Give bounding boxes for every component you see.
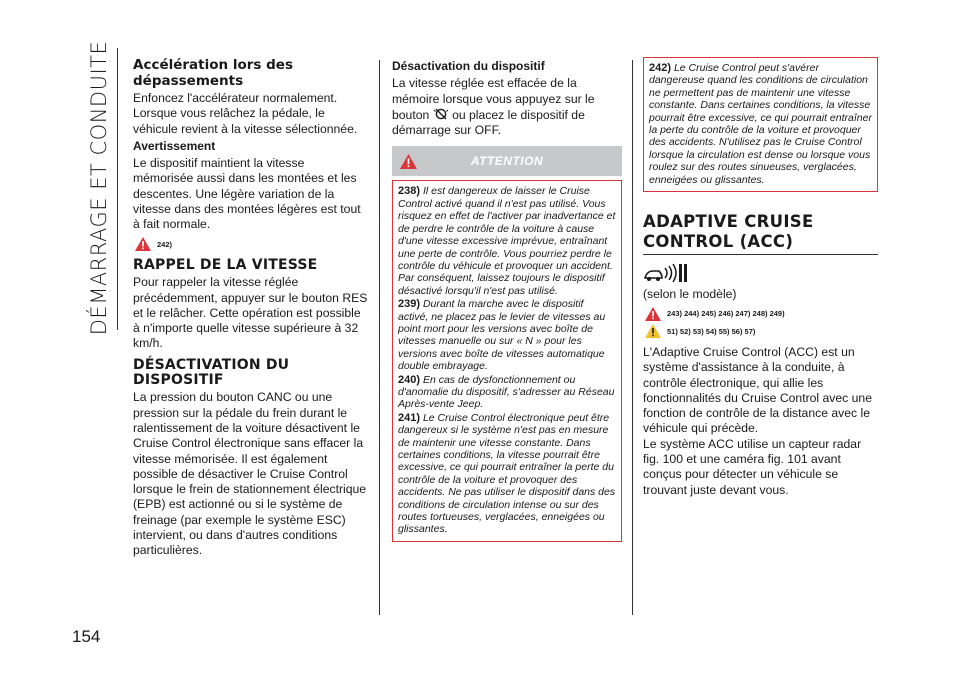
heading-desactivation-dispositif: Désactivation du dispositif xyxy=(392,59,545,73)
paragraph-desactivation: La pression du bouton CANC ou une pression sur la pédale du frein durant le ralentissement de la voiture désactivent le Cruise Control électronique sans effacer la vitesse mémorisée. Il est également possible de désactiver le Cruise Control lorsque le frein de stationnement électrique (EPB) est actionné ou si le système de freinage (par exemple le système ESC) intervient, ou dans d'autres conditions particulières. xyxy=(133,390,367,558)
chapter-title xyxy=(84,40,114,336)
paragraph-rappel: Pour rappeler la vitesse réglée précédemment, appuyer sur le bouton RES et le relâcher. Cette opération est possible à n'importe quelle vitesse supérieure à 32 km/h. xyxy=(133,275,368,351)
paragraph-avertissement: Le dispositif maintient la vitesse mémorisée aussi dans les montées et les descentes. Une légère variation de la vitesse dans des montées légères est tout à fait normale. xyxy=(133,156,361,232)
page-number: 154 xyxy=(72,627,101,646)
attention-banner xyxy=(392,146,622,176)
warning-text: En cas de dysfonctionnement ou d'anomalie du dispositif, s'adresser au Réseau Après-vente Jeep. xyxy=(398,373,615,411)
column-divider-1 xyxy=(379,60,380,615)
warning-text: Le Cruise Control électronique peut être dangereux si le système n'est pas en mesure de maintenir une vitesse constante. Dans certaines conditions, la vitesse pourrait être excessive, ce qui pourrait entraîner la perte du contrôle de la voiture et provoquer des accidents. Ne pas utiliser le dispositif dans des conditions de circulation intense ou sur des routes tortueuses, verglacées, enneigées ou glissantes. xyxy=(398,411,616,536)
heading-avertissement: Avertissement xyxy=(133,138,216,153)
warning-triangle-icon xyxy=(135,237,151,251)
warning-reference xyxy=(135,237,368,252)
warning-number: 239) xyxy=(398,298,421,311)
warning-ref-text: 242) xyxy=(157,239,173,249)
acc-icon xyxy=(643,261,689,285)
warning-item xyxy=(398,374,616,411)
warning-text: Il est dangereux de laisser le Cruise Control activé quand il n'est pas utilisé. Vous risquez en effet de l'activer par inadvertance et de perdre le contrôle de la voiture à cause d'une vitesse excessive imprévue, entraînant une perte de contrôle. Vous pourriez perdre le contrôle du véhicule et provoquer un accident. Par conséquent, laissez toujours le dispositif désactivé lorsqu'il n'est pas utilisé. xyxy=(398,185,616,297)
warning-number: 240) xyxy=(398,373,421,386)
paragraph-desactivation-dispositif xyxy=(392,76,622,138)
section-title-acc: ADAPTIVE CRUISE CONTROL (ACC) xyxy=(643,212,878,255)
caution-references-yellow xyxy=(645,324,878,339)
warning-text: Le Cruise Control peut s'avérer dangereuse quand les conditions de circulation ne permettent pas de maintenir une vitesse constante. Dans certaines conditions, la vitesse pourrait être excessive, ce qui pourrait entraîner la perte du contrôle de la voiture et provoquer des accidents. N'utilisez pas le Cruise Control lorsque la circulation est dense ou lorsque vous roulez sur des routes sinueuses, verglacées, enneigées ou glissantes. xyxy=(649,62,872,186)
paragraph-desactivation-part-b: ou placez le dispositif de démarrage sur OFF. xyxy=(392,107,585,138)
paragraph-acceleration: Enfoncez l'accélérateur normalement. Lorsque vous relâchez la pédale, le véhicule revient à la vitesse sélectionnée. xyxy=(133,91,358,136)
paragraph-desactivation-part-a: La vitesse réglée est effacée de la mémoire lorsque vous appuyez sur le bouton xyxy=(392,76,595,122)
warning-item xyxy=(398,298,616,372)
attention-label: ATTENTION xyxy=(470,153,544,168)
chapter-title-text: DÉMARRAGE ET CONDUITE xyxy=(87,40,111,336)
warning-triangle-icon xyxy=(645,307,661,321)
warning-box-242 xyxy=(643,57,878,192)
red-refs-text: 243) 244) 245) 246) 247) 248) 249) xyxy=(667,309,785,319)
warning-item xyxy=(398,185,616,297)
warning-number: 238) xyxy=(398,185,421,198)
paragraph-acc-intro: L'Adaptive Cruise Control (ACC) est un système d'assistance à la conduite, à contrôle électronique, qui allie les fonctionnalités du Cruise Control avec une fonction de contrôle de la distance avec le véhicule qui précède. xyxy=(643,344,872,436)
paragraph-acc-sensors: Le système ACC utilise un capteur radar fig. 100 et une caméra fig. 101 avant conçus pour détecter un véhicule se trouvant juste devant vous. xyxy=(643,436,862,497)
yellow-refs-text: 51) 52) 53) 54) 55) 56) 57) xyxy=(667,326,756,336)
heading-acceleration: Accélération lors des dépassements xyxy=(133,57,293,89)
heading-rappel: RAPPEL DE LA VITESSE xyxy=(133,256,318,273)
warning-number: 241) xyxy=(398,411,421,424)
warning-text: Durant la marche avec le dispositif activé, ne placez pas le levier de vitesses au point mort pour les versions avec boîte de vitesses manuelle ou sur « N » pour les versions avec boîte de vitesses automatique double embrayage. xyxy=(398,298,606,373)
warning-item xyxy=(398,412,616,536)
warning-references-red xyxy=(645,306,878,321)
warning-number: 242) xyxy=(649,62,672,74)
model-note: (selon le modèle) xyxy=(643,287,737,302)
heading-desactivation: DÉSACTIVATION DU DISPOSITIF xyxy=(133,356,290,389)
warning-triangle-icon xyxy=(400,154,417,169)
warning-item xyxy=(649,62,872,186)
column-divider-2 xyxy=(632,60,633,615)
chapter-divider xyxy=(117,48,118,330)
column-1 xyxy=(133,57,368,559)
warnings-box xyxy=(392,180,622,541)
column-3 xyxy=(643,57,878,498)
cruise-cancel-icon xyxy=(433,107,449,121)
caution-triangle-icon xyxy=(645,324,661,338)
column-2 xyxy=(392,57,622,542)
